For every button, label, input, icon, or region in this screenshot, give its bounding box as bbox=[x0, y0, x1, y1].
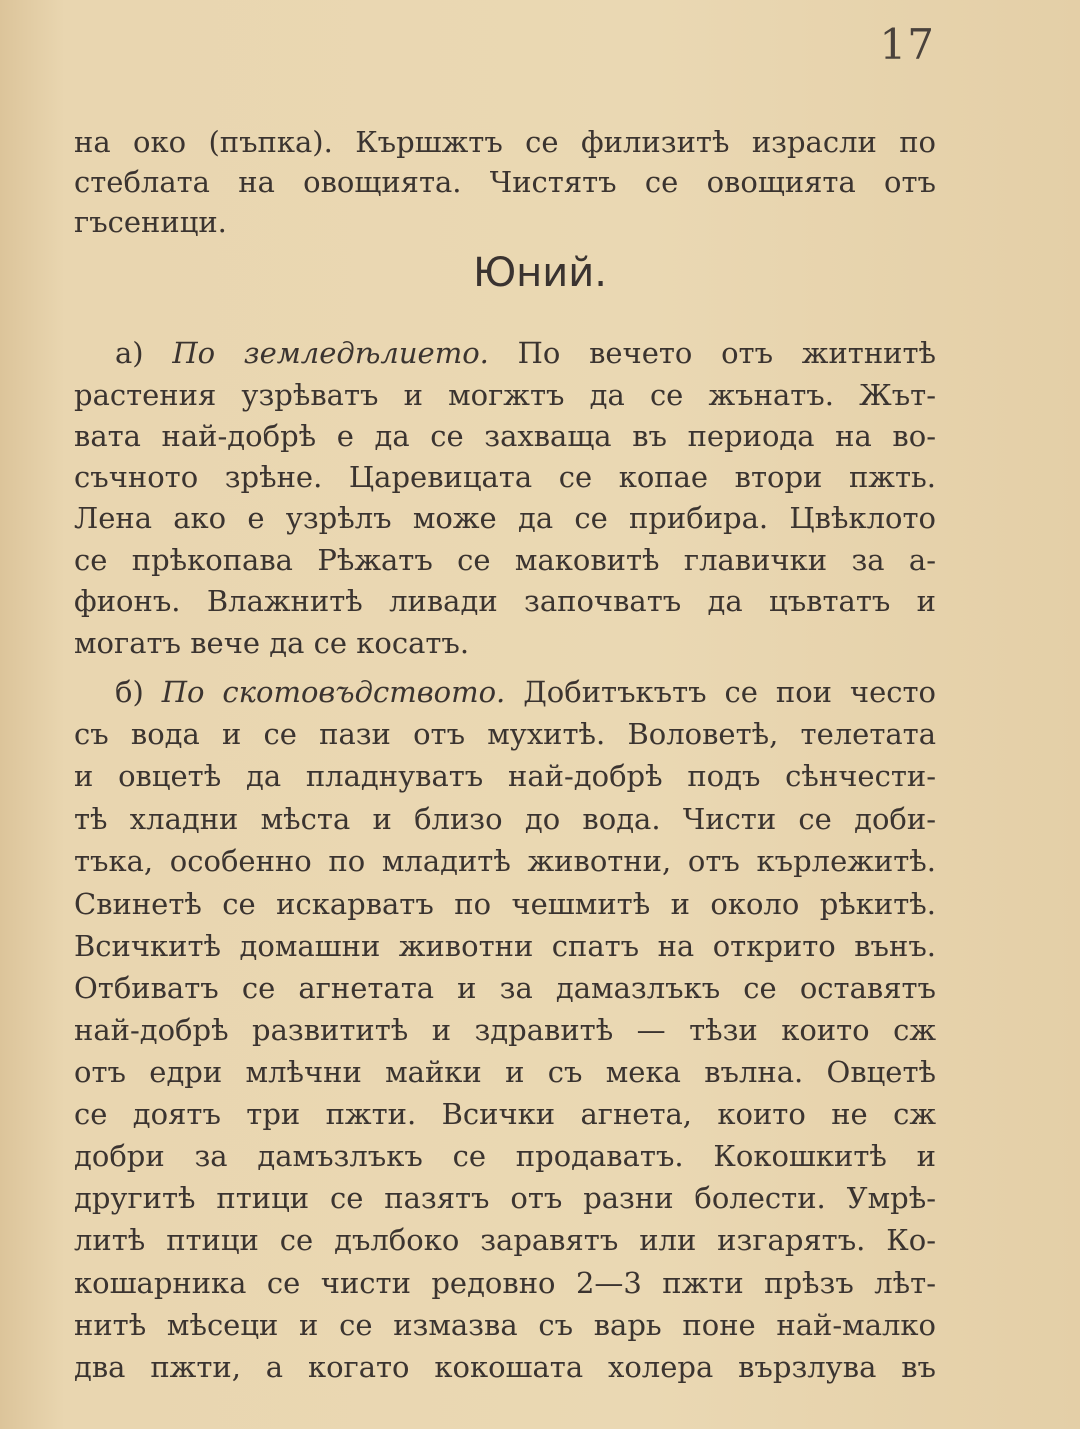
text-line: Свинетѣ се искарватъ по чешмитѣ и около рѣкитѣ. bbox=[74, 887, 936, 921]
text-line: най-добрѣ развититѣ и здравитѣ — тѣзи които сж bbox=[74, 1013, 936, 1047]
text-line: вата най-добрѣ е да се захваща въ периода на во- bbox=[74, 419, 936, 453]
section-title: По скотовъдството. bbox=[161, 675, 506, 709]
text-line: тѣ хладни мѣста и близо до вода. Чисти се доби- bbox=[74, 802, 936, 836]
text-line: и овцетѣ да пладнуватъ най-добрѣ подъ сѣнчести- bbox=[74, 759, 936, 793]
text-line: гъсеници. bbox=[74, 205, 227, 239]
text-line: Отбиватъ се агнетата и за дамазлъкъ се оставятъ bbox=[74, 971, 936, 1005]
text-fragment: По вечето отъ житнитѣ bbox=[517, 336, 937, 370]
text-line: кошарника се чисти редовно 2—3 пжти прѣзъ лѣт- bbox=[74, 1266, 936, 1300]
text-line: растения узрѣватъ и могжтъ да се жънатъ. Жът- bbox=[74, 378, 936, 412]
section-heading: Юний. bbox=[472, 250, 608, 296]
text-line: се прѣкопава Рѣжатъ се маковитѣ главички за а- bbox=[74, 543, 936, 577]
text-line: Всичкитѣ домашни животни спатъ на открито вънъ. bbox=[74, 929, 936, 963]
text-line: два пжти, а когато кокошата холера вързлува въ bbox=[74, 1350, 936, 1384]
section-label: а) bbox=[115, 336, 144, 370]
text-line: Лена ако е узрѣлъ може да се прибира. Цвѣклото bbox=[74, 501, 936, 535]
text-fragment: Добитъкътъ се пои често bbox=[523, 675, 937, 709]
section-title: По земледѣлието. bbox=[172, 336, 489, 370]
text-line: нитѣ мѣсеци и се измазва съ варь поне най-малко bbox=[74, 1308, 936, 1342]
text-line: тъка, особенно по младитѣ животни, отъ кърлежитѣ. bbox=[74, 844, 936, 878]
text-line: се доятъ три пжти. Всички агнета, които не сж bbox=[74, 1097, 936, 1131]
text-line: на око (пъпка). Кършжтъ се филизитѣ израсли по bbox=[74, 125, 936, 159]
section-label: б) bbox=[115, 675, 144, 709]
paragraph-first-line bbox=[115, 672, 936, 712]
text-line: литѣ птици се дълбоко заравятъ или изгарятъ. Ко- bbox=[74, 1223, 936, 1257]
text-line: фионъ. Влажнитѣ ливади започватъ да цъвтатъ и bbox=[74, 584, 936, 618]
text-line: съчното зрѣне. Царевицата се копае втори пжть. bbox=[74, 460, 936, 494]
text-line: могатъ вече да се косатъ. bbox=[74, 626, 470, 660]
text-line: другитѣ птици се пазятъ отъ разни болести. Умрѣ- bbox=[74, 1181, 936, 1215]
text-line: съ вода и се пази отъ мухитѣ. Воловетѣ, телетата bbox=[74, 717, 936, 751]
text-line: отъ едри млѣчни майки и съ мека вълна. Овцетѣ bbox=[74, 1055, 936, 1089]
paragraph-first-line bbox=[115, 333, 936, 373]
text-line: стеблата на овощията. Чистятъ се овощията отъ bbox=[74, 165, 936, 199]
text-line: добри за дамъзлъкъ се продаватъ. Кокошкитѣ и bbox=[74, 1139, 936, 1173]
page-number: 17 bbox=[879, 20, 935, 69]
